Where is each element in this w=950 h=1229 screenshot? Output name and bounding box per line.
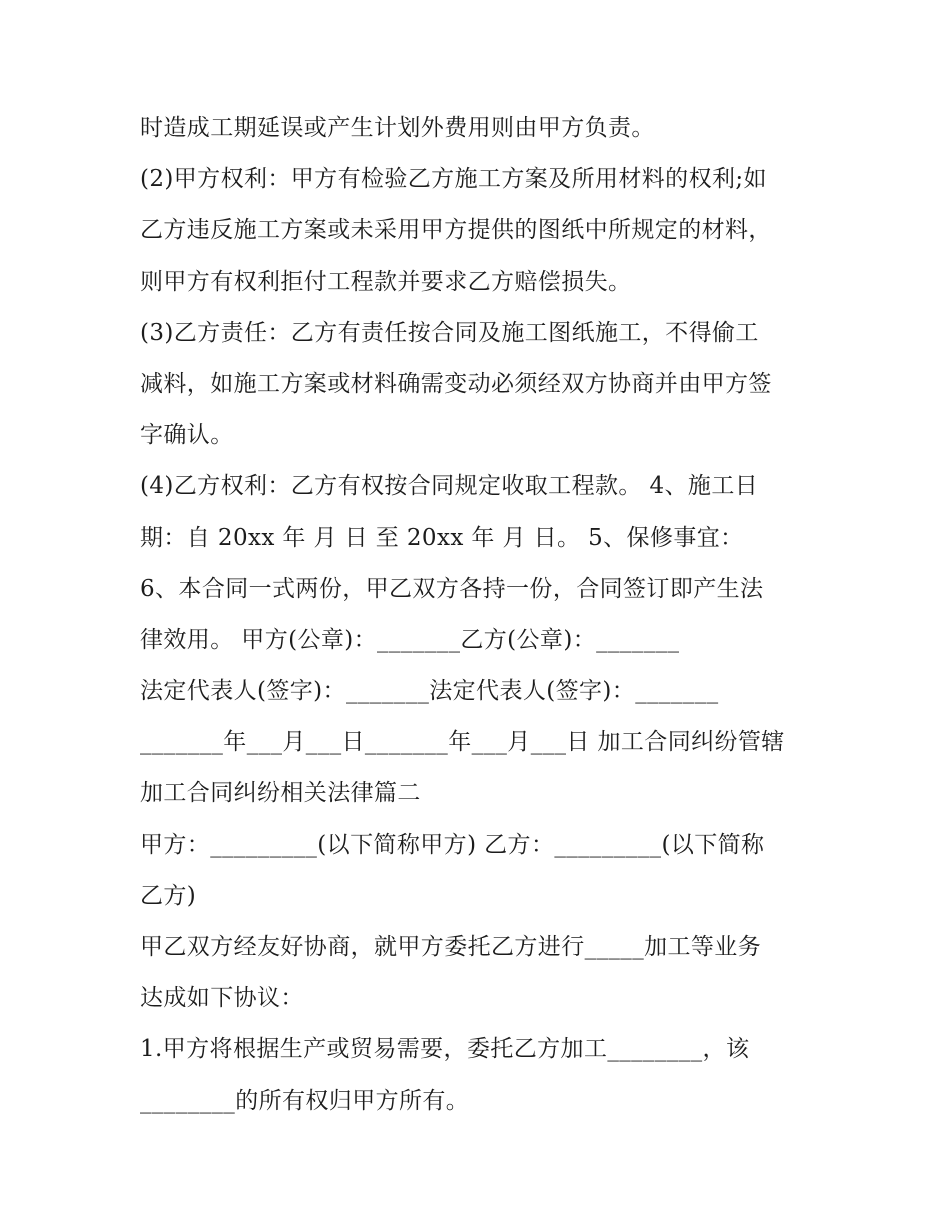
text-line: 6、本合同一式两份，甲乙双方各持一份，合同签订即产生法 [140, 575, 764, 602]
text-line: 乙方违反施工方案或未采用甲方提供的图纸中所规定的材料， [140, 217, 772, 244]
text-line: 则甲方有权利拒付工程款并要求乙方赔偿损失。 [140, 268, 632, 295]
text-line: _______年___月___日_______年___月___日 加工合同纠纷管辖 [140, 729, 785, 756]
text-line: 减料，如施工方案或材料确需变动必须经双方协商并由甲方签 [140, 370, 772, 397]
text-line: 字确认。 [140, 422, 234, 449]
text-line: 甲乙双方经友好协商，就甲方委托乙方进行_____加工等业务 [140, 934, 762, 960]
text-line: ________的所有权归甲方所有。 [140, 1087, 470, 1114]
text-line: 甲方：_________(以下简称甲方) 乙方：_________(以下简称 [140, 831, 765, 858]
section-heading: 加工合同纠纷相关法律篇二 [140, 780, 421, 807]
text-line: 期：自 20xx 年 月 日 至 20xx 年 月 日。 5、保修事宜： [140, 524, 744, 551]
document-body [140, 103, 830, 1127]
text-line: 律效用。 甲方(公章)：_______乙方(公章)：_______ [140, 626, 680, 653]
text-line: 1.甲方将根据生产或贸易需要，委托乙方加工________，该 [140, 1036, 750, 1063]
text-line: (4)乙方权利：乙方有权按合同规定收取工程款。 4、施工日 [140, 473, 759, 500]
text-line: (2)甲方权利：甲方有检验乙方施工方案及所用材料的权利;如 [140, 166, 767, 193]
text-line: 时造成工期延误或产生计划外费用则由甲方负责。 [140, 115, 655, 141]
text-line: 达成如下协议： [140, 985, 304, 1012]
text-line: 法定代表人(签字)：_______法定代表人(签字)：_______ [140, 678, 719, 705]
text-line: 乙方) [140, 882, 197, 909]
text-line: (3)乙方责任：乙方有责任按合同及施工图纸施工，不得偷工 [140, 319, 759, 346]
